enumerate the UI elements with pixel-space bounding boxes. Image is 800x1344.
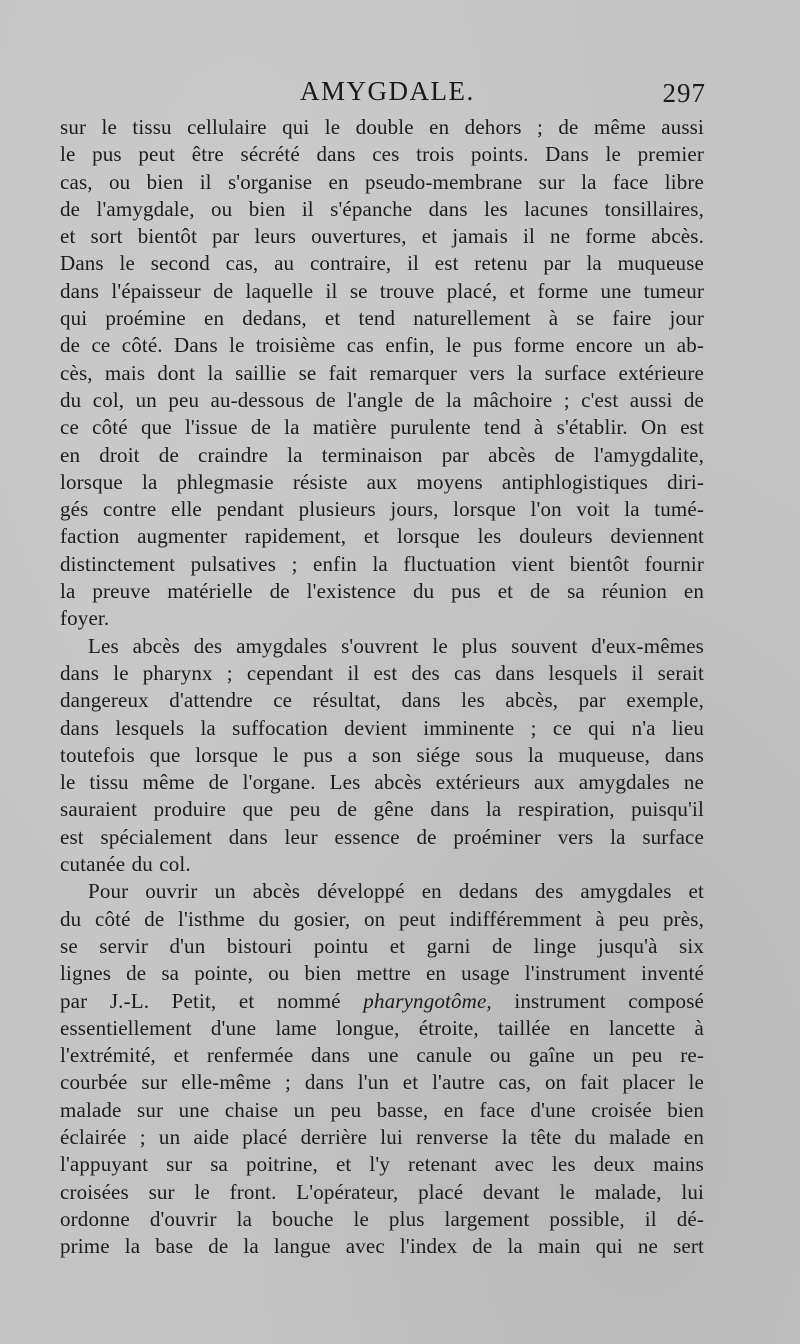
text-line: du côté de l'isthme du gosier, on peut indifféremment à peu près,: [60, 906, 704, 931]
text-line: gés contre elle pendant plusieurs jours, lorsque l'on voit la tumé-: [60, 497, 704, 522]
text-line: lignes de sa pointe, ou bien mettre en usage l'instrument inventé: [60, 961, 704, 986]
text-line: faction augmenter rapidement, et lorsque les douleurs deviennent: [60, 524, 704, 549]
text-line: toutefois que lorsque le pus a son siége sous la muqueuse, dans: [60, 742, 704, 767]
text-line: éclairée ; un aide placé derrière lui renverse la tête du malade en: [60, 1124, 704, 1149]
text-line: essentiellement d'une lame longue, étroite, taillée en lancette à: [60, 1015, 704, 1040]
text-line: dangereux d'attendre ce résultat, dans les abcès, par exemple,: [60, 688, 704, 713]
text-line: se servir d'un bistouri pointu et garni de linge jusqu'à six: [60, 933, 704, 958]
paragraph-first-line: Les abcès des amygdales s'ouvrent le plus souvent d'eux-mêmes: [88, 633, 704, 658]
text-line: de l'amygdale, ou bien il s'épanche dans les lacunes tonsillaires,: [60, 196, 704, 221]
text-line: ce côté que l'issue de la matière purulente tend à s'établir. On est: [60, 415, 704, 440]
text-line: sauraient produire que peu de gêne dans la respiration, puisqu'il: [60, 797, 704, 822]
italic-term: pharyngotôme,: [363, 988, 492, 1013]
text-line: la preuve matérielle de l'existence du pus et de sa réunion en: [60, 579, 704, 604]
text-line: cès, mais dont la saillie se fait remarquer vers la surface extérieure: [60, 360, 704, 385]
text-line: l'appuyant sur sa poitrine, et l'y retenant avec les deux mains: [60, 1152, 704, 1177]
text-line: dans le pharynx ; cependant il est des cas dans lesquels il serait: [60, 660, 704, 685]
text-line: de ce côté. Dans le troisième cas enfin, le pus forme encore un ab-: [60, 333, 704, 358]
text-line: est spécialement dans leur essence de proéminer vers la surface: [60, 824, 704, 849]
text-segment: par J.-L. Petit, et nommé: [60, 988, 364, 1013]
text-line: dans lesquels la suffocation devient imminente ; ce qui n'a lieu: [60, 715, 704, 740]
text-line: du col, un peu au-dessous de l'angle de la mâchoire ; c'est aussi de: [60, 387, 704, 412]
running-title: AMYGDALE.: [300, 76, 475, 106]
text-line: le pus peut être sécrété dans ces trois points. Dans le premier: [60, 142, 704, 167]
text-line: l'extrémité, et renfermée dans une canule ou gaîne un peu re-: [60, 1043, 704, 1068]
text-line: croisées sur le front. L'opérateur, placé devant le malade, lui: [60, 1179, 704, 1204]
text-line: courbée sur elle-même ; dans l'un et l'autre cas, on fait placer le: [60, 1070, 704, 1095]
paragraph-first-line: Pour ouvrir un abcès développé en dedans des amygdales et: [88, 879, 704, 904]
text-line: sur le tissu cellulaire qui le double en dehors ; de même aussi: [60, 115, 704, 139]
text-line: en droit de craindre la terminaison par abcès de l'amygdalite,: [60, 442, 704, 467]
page-number: 297: [662, 78, 706, 108]
text-line: Dans le second cas, au contraire, il est retenu par la muqueuse: [60, 251, 704, 276]
text-line: cutanée du col.: [60, 852, 191, 877]
text-line: distinctement pulsatives ; enfin la fluctuation vient bientôt fournir: [60, 551, 704, 576]
text-line: qui proémine en dedans, et tend naturellement à se faire jour: [60, 306, 704, 331]
text-line: malade sur une chaise un peu basse, en face d'une croisée bien: [60, 1097, 704, 1122]
text-line: et sort bientôt par leurs ouvertures, et jamais il ne forme abcès.: [60, 224, 704, 249]
text-line: cas, ou bien il s'organise en pseudo-membrane sur la face libre: [60, 169, 704, 194]
text-line: foyer.: [60, 606, 110, 631]
text-line: dans l'épaisseur de laquelle il se trouve placé, et forme une tumeur: [60, 278, 704, 303]
text-line: ordonne d'ouvrir la bouche le plus largement possible, il dé-: [60, 1206, 704, 1231]
text-line-with-italic: [60, 988, 704, 1015]
text-line: prime la base de la langue avec l'index de la main qui ne sert: [60, 1234, 704, 1259]
text-segment: instrument composé: [491, 988, 705, 1013]
text-line: le tissu même de l'organe. Les abcès extérieurs aux amygdales ne: [60, 770, 704, 795]
text-line: lorsque la phlegmasie résiste aux moyens antiphlogistiques diri-: [60, 469, 704, 494]
running-head: [60, 76, 710, 116]
body-text: [60, 114, 704, 1260]
